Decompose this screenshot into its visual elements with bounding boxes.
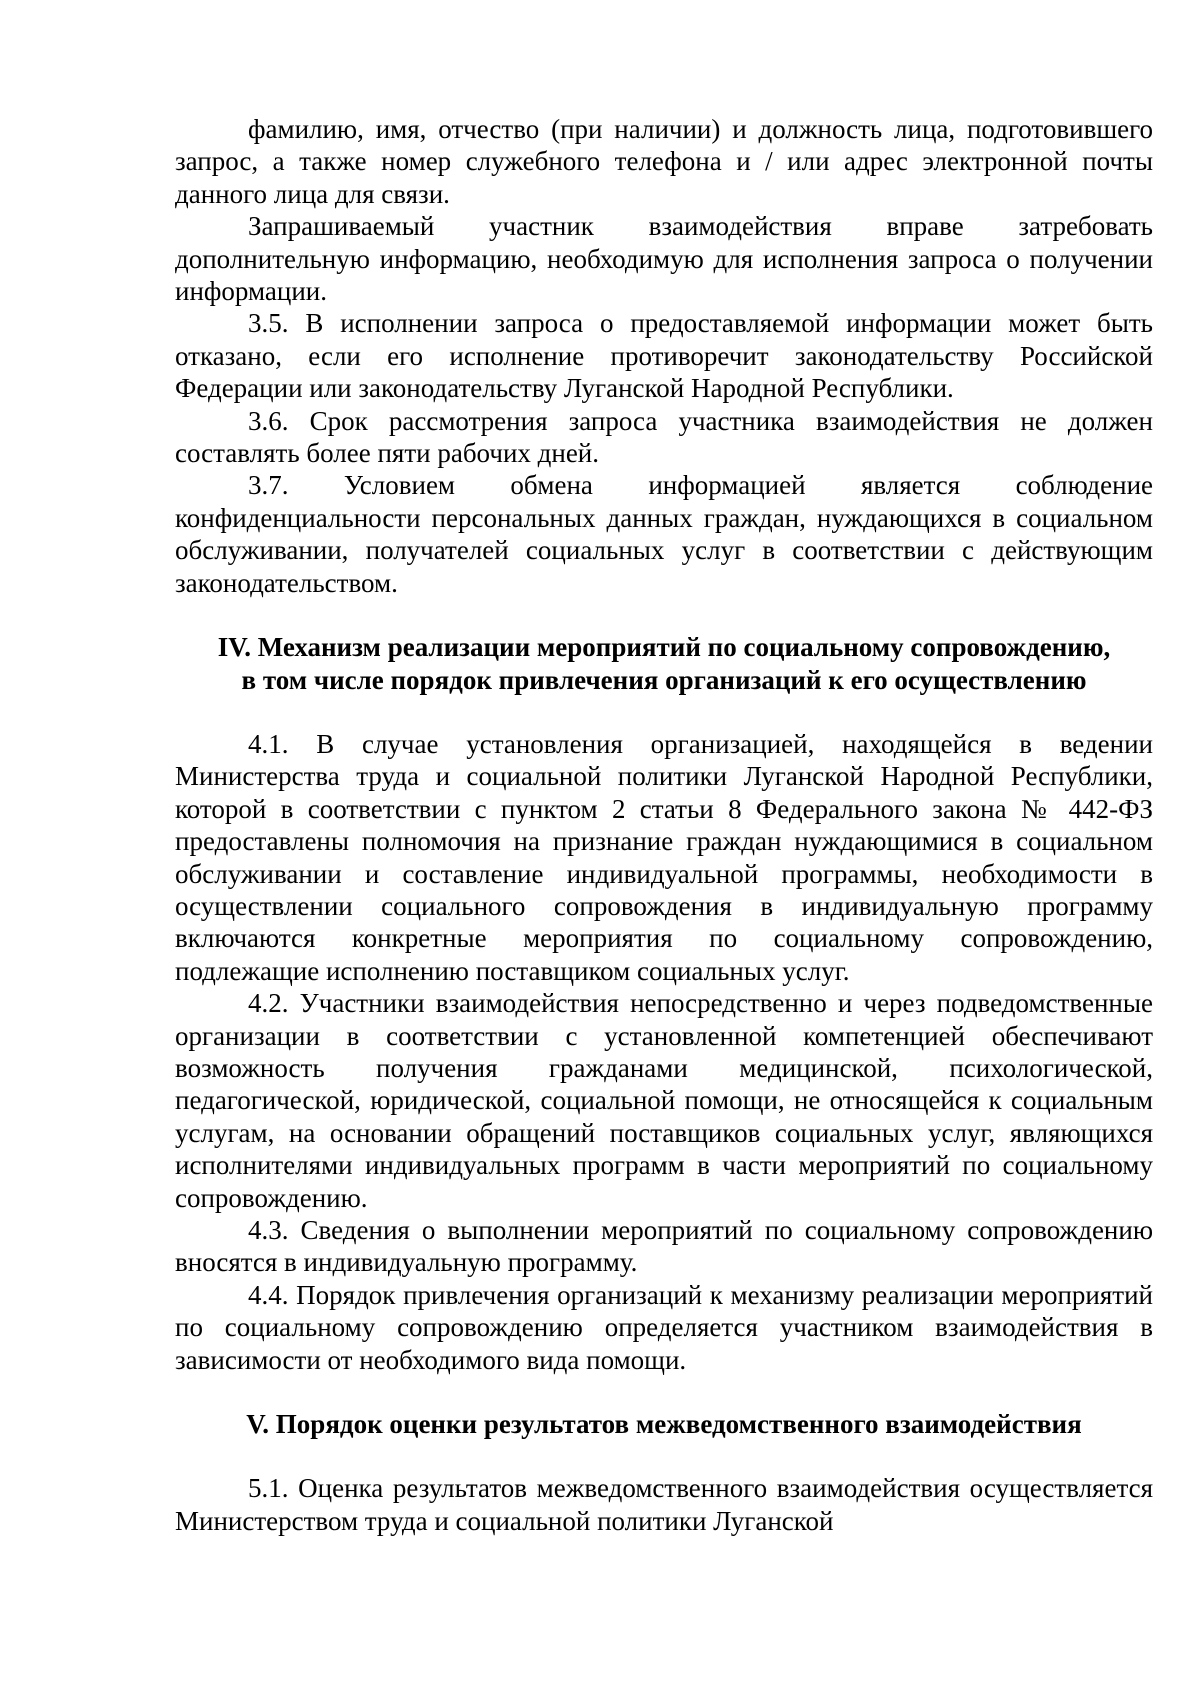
document-body (175, 113, 1153, 1537)
section-5-heading-line: V. Порядок оценки результатов межведомственного взаимодействия (246, 1409, 1082, 1440)
paragraph-5-1: 5.1. Оценка результатов межведомственного взаимодействия осуществляется Министерством труда и социальной политики Луганской (175, 1473, 1153, 1536)
paragraph-requester-details: фамилию, имя, отчество (при наличии) и должность лица, подготовившего запрос, а также номер служебного телефона и / или адрес электронной почты данного лица для связи. (175, 114, 1153, 209)
section-4-heading-line-2: в том числе порядок привлечения организаций к его осуществлению (241, 664, 1087, 695)
paragraph-additional-info: Запрашиваемый участник взаимодействия вправе затребовать дополнительную информацию, необходимую для исполнения запроса о получении информации. (175, 211, 1153, 307)
section-4-heading (175, 631, 1153, 696)
paragraph-4-2: 4.2. Участники взаимодействия непосредственно и через подведомственные организации в соответствии с установленной компетенцией обеспечивают возможность получения гражданами медицинской, психологической, педагогической, юридической, социальной помощи, не относящейся к социальным услугам, на основании обращений поставщиков социальных услуг, являющихся исполнителями индивидуальных программ в части мероприятий по социальному сопровождению. (175, 988, 1153, 1213)
paragraph-3-6: 3.6. Срок рассмотрения запроса участника взаимодействия не должен составлять более пяти рабочих дней. (175, 405, 1153, 469)
paragraph-3-7: 3.7. Условием обмена информацией является соблюдение конфиденциальности персональных данных граждан, нуждающихся в социальном обслуживании, получателей социальных услуг в соответствии с действующим законодательством. (175, 470, 1153, 598)
paragraph-4-4: 4.4. Порядок привлечения организаций к механизму реализации мероприятий по социальному сопровождению определяется участником взаимодействия в зависимости от необходимого вида помощи. (175, 1279, 1153, 1375)
section-5-heading (175, 1408, 1153, 1440)
paragraph-4-3: 4.3. Сведения о выполнении мероприятий по социальному сопровождению вносятся в индивидуальную программу. (175, 1215, 1153, 1278)
paragraph-3-5: 3.5. В исполнении запроса о предоставляемой информации может быть отказано, если его исполнение противоречит законодательству Российской Федерации или законодательству Луганской Народной Республики. (175, 308, 1153, 404)
paragraph-4-1: 4.1. В случае установления организацией, находящейся в ведении Министерства труда и социальной политики Луганской Народной Республики, которой в соответствии с пунктом 2 статьи 8 Федерального закона № 442-ФЗ предоставлены полномочия на признание граждан нуждающимися в социальном обслуживании и составление индивидуальной программы, необходимости в осуществлении социального сопровождения в индивидуальную программу включаются конкретные мероприятия по социальному сопровождению, подлежащие исполнению поставщиком социальных услуг. (175, 728, 1153, 986)
section-4-heading-line-1: IV. Механизм реализации мероприятий по социальному сопровождению, (217, 632, 1111, 663)
